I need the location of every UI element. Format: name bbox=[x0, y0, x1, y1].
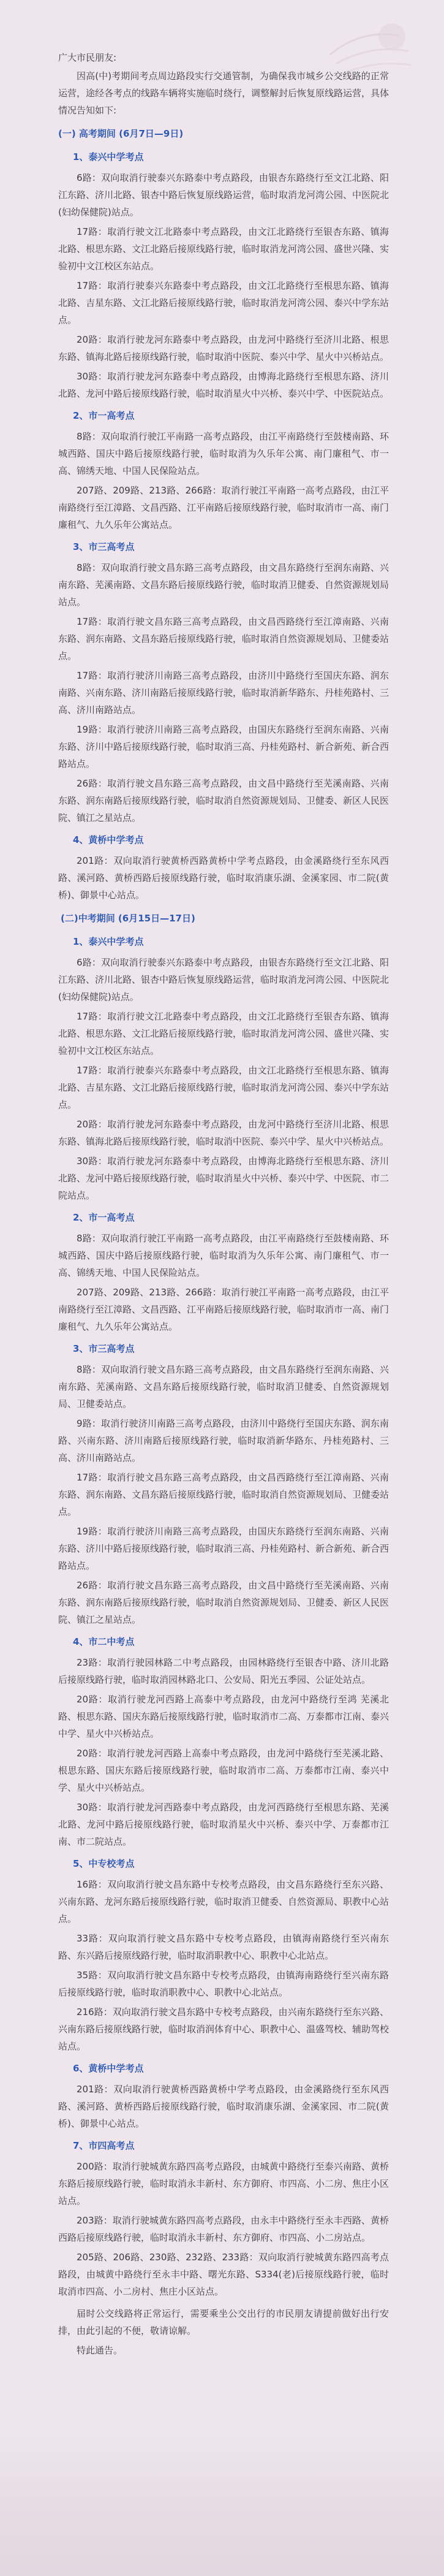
route-adjustment-item: 8路：双向取消行驶江平南路一高考点路段，由江平南路绕行至鼓楼南路、环城西路、国庆中路后接原线路行驶，临时取消为久乐年公寓、南门廉租气、市一高、锦绣天地、中国人民保险站点。 bbox=[58, 431, 389, 476]
exam-site-heading: 5、中专校考点 bbox=[73, 1858, 135, 1869]
route-adjustment-item: 19路：取消行驶济川南路三高考点路段，由国庆东路绕行至润东南路、兴南东路、济川中路后接原线路行驶，临时取消三高、丹桂苑路村、新合新苑、新合西路站点。 bbox=[58, 1526, 389, 1571]
exam-site-heading: 3、市三高考点 bbox=[73, 541, 135, 552]
route-adjustment-item: 30路：取消行驶龙河西路泰中考点路段，由龙河西路绕行至根思东路、芜溪北路、龙河中路后接原线路行驶，临时取消星火中兴桥、泰兴中学、万泰都市江南、市二院站点。 bbox=[58, 1802, 389, 1847]
route-adjustment-item: 207路、209路、213路、266路：取消行驶江平南路一高考点路段，由江平南路绕行至江漳路、文昌西路、江平南路后接原线路行驶，临时取消市一高、南门廉租气、九久乐年公寓站点。 bbox=[58, 1287, 389, 1332]
route-adjustment-item: 19路：取消行驶济川南路三高考点路段，由国庆东路绕行至润东南路、兴南东路、济川中路后接原线路行驶，临时取消三高、丹桂苑路村、新合新苑、新合西路站点。 bbox=[58, 724, 389, 769]
exam-site-heading: 1、泰兴中学考点 bbox=[73, 151, 144, 162]
route-adjustment-item: 200路：取消行驶城黄东路四高考点路段，由城黄中路绕行至泰兴南路、黄桥东路后接原线路行驶，临时取消永丰新村、东方御府、市四高、小二房、焦庄小区站点。 bbox=[58, 2161, 389, 2206]
signoff: 特此通告。 bbox=[77, 2345, 123, 2356]
route-adjustment-item: 17路：取消行驶文昌东路三高考点路段，由文昌西路绕行至江漳南路、兴南东路、润东南路、文昌东路后接原线路行驶，临时取消自然资源规划局、卫健委站点。 bbox=[58, 1472, 389, 1517]
intro-paragraph: 因高(中)考期间考点周边路段实行交通管制，为确保我市城乡公交线路的正常运营，途经各考点的线路车辆将实施临时绕行，调整解封后恢复原线路运营，具体情况告知如下: bbox=[58, 70, 389, 116]
route-adjustment-item: 17路：取消行驶文昌东路三高考点路段，由文昌西路绕行至江漳南路、兴南东路、润东南路、文昌东路后接原线路行驶，临时取消自然资源规划局、卫健委站点。 bbox=[58, 616, 389, 661]
route-adjustment-item: 30路：取消行驶龙河东路泰中考点路段，由博海北路绕行至根思东路、济川北路、龙河中路后接原线路行驶，临时取消星火中兴桥、泰兴中学、中医院站点。 bbox=[58, 371, 389, 399]
exam-site-heading: 2、市一高考点 bbox=[73, 410, 135, 421]
exam-site-heading: 7、市四高考点 bbox=[73, 2140, 135, 2151]
notice-content bbox=[58, 49, 389, 2361]
route-adjustment-item: 205路、206路、230路、232路、233路：双向取消行驶城黄东路四高考点路段，由城黄中路绕行至永丰中路、曙光东路、S334(老)后接原线路行驶，临时取消市四高、小二房村、焦庄小区站点。 bbox=[58, 2252, 389, 2297]
route-adjustment-item: 30路：取消行驶龙河东路泰中考点路段，由博海北路绕行至根思东路、济川北路、龙河中路后接原线路行驶，临时取消星火中兴桥、泰兴中学、中医院、市二院站点。 bbox=[58, 1156, 389, 1201]
route-adjustment-item: 201路：双向取消行驶黄桥西路黄桥中学考点路段，由金溪路绕行至东风西路、溪河路、黄桥西路后接原线路行驶，临时取消康乐湖、金溪家园、市二院(黄桥)、御景中心站点。 bbox=[58, 855, 389, 901]
exam-site-heading: 4、黄桥中学考点 bbox=[73, 834, 144, 845]
route-adjustment-item: 216路：双向取消行驶文昌东路中专校考点路段，由兴南东路绕行至东兴路、兴南东路后接原线路行驶，临时取消润体育中心、职教中心、温盛驾校、辅助驾校站点。 bbox=[58, 2006, 389, 2052]
route-adjustment-item: 16路：双向取消行驶文昌东路中专校考点路段，由文昌东路绕行至东兴路、兴南东路、龙河东路后接原线路行驶，临时取消卫健委、自然资源局、职教中心站点。 bbox=[58, 1879, 389, 1924]
route-adjustment-item: 26路：取消行驶文昌东路三高考点路段，由文昌中路绕行至芜溪南路、兴南东路、润东南路后接原线路行驶，临时取消自然资源规划局、卫健委、新区人民医院、镇江之星站点。 bbox=[58, 778, 389, 823]
route-adjustment-item: 20路：取消行驶龙河东路泰中考点路段，由龙河中路绕行至济川北路、根思东路、镇海北路后接原线路行驶，临时取消中医院、泰兴中学、星火中兴桥站点。 bbox=[58, 334, 389, 362]
route-adjustment-item: 20路：取消行驶龙河东路泰中考点路段，由龙河中路绕行至济川北路、根思东路、镇海北路后接原线路行驶，临时取消中医院、泰兴中学、星火中兴桥站点。 bbox=[58, 1119, 389, 1147]
route-adjustment-item: 17路：取消行驶文江北路泰中考点路段，由文江北路绕行至银杏东路、镇海北路、根思东路、文江北路后接原线路行驶，临时取消龙河湾公园、盛世兴隆、实验初中文江校区东站点。 bbox=[58, 226, 389, 272]
exam-site-heading: 1、泰兴中学考点 bbox=[73, 936, 144, 947]
section-gaokao bbox=[58, 148, 389, 904]
route-adjustment-item: 8路：双向取消行驶文昌东路三高考点路段，由文昌东路绕行至润东南路、兴南东路、芜溪南路、文昌东路后接原线路行驶，临时取消卫健委、自然资源规划局站点。 bbox=[58, 562, 389, 608]
route-adjustment-item: 207路、209路、213路、266路：取消行驶江平南路一高考点路段，由江平南路绕行至江漳路、文昌西路、江平南路后接原线路行驶，临时取消市一高、南门廉租气、九久乐年公寓站点。 bbox=[58, 485, 389, 530]
route-adjustment-item: 17路：取消行驶泰兴东路泰中考点路段，由文江北路绕行至根思东路、镇海北路、吉星东路、文江北路后接原线路行驶，临时取消龙河湾公园、泰兴中学东站点。 bbox=[58, 1065, 389, 1110]
route-adjustment-item: 8路：双向取消行驶文昌东路三高考点路段，由文昌东路绕行至润东南路、兴南东路、芜溪南路、文昌东路后接原线路行驶，临时取消卫健委、自然资源规划局、卫健委站点。 bbox=[58, 1364, 389, 1409]
closing-paragraph: 届时公交线路将正常运行，需要乘坐公交出行的市民朋友请提前做好出行安排，由此引起的不便，敬请谅解。 bbox=[58, 2308, 389, 2336]
route-adjustment-item: 26路：取消行驶文昌东路三高考点路段，由文昌中路绕行至芜溪南路、兴南东路、润东南路后接原线路行驶，临时取消自然资源规划局、卫健委、新区人民医院、镇江之星站点。 bbox=[58, 1580, 389, 1625]
route-adjustment-item: 17路：取消行驶济川南路三高考点路段，由济川中路绕行至国庆东路、润东南路、兴南东路、济川南路后接原线路行驶，临时取消新华路东、丹桂苑路村、三高、济川南路站点。 bbox=[58, 670, 389, 715]
route-adjustment-item: 6路：双向取消行驶泰兴东路泰中考点路段，由银杏东路绕行至文江北路、阳江东路、济川北路、银杏中路后恢复原线路运营，临时取消龙河湾公园、中医院北(妇幼保健院)站点。 bbox=[58, 957, 389, 1002]
section-heading-gaokao: (一) 高考期间 (6月7日—9日) bbox=[58, 128, 184, 139]
route-adjustment-item: 9路：取消行驶济川南路三高考点路段，由济川中路绕行至国庆东路、润东南路、兴南东路、济川南路后接原线路行驶，临时取消新华路东、丹桂苑路村、三高、济川南路站点。 bbox=[58, 1418, 389, 1463]
section-heading-zhongkao: (二)中考期间 (6月15日—17日) bbox=[61, 913, 195, 924]
bottom-decoration bbox=[0, 2435, 444, 2576]
route-adjustment-item: 203路：取消行驶城黄东路四高考点路段，由永丰中路绕行至永丰西路、黄桥西路后接原线路行驶，临时取消永丰新村、东方御府、市四高、小二房站点。 bbox=[58, 2215, 389, 2243]
route-adjustment-item: 8路：双向取消行驶江平南路一高考点路段，由江平南路绕行至鼓楼南路、环城西路、国庆中路后接原线路行驶，临时取消为久乐年公寓、南门廉租气、市一高、锦绣天地、中国人民保险站点。 bbox=[58, 1233, 389, 1278]
exam-site-heading: 4、市二中考点 bbox=[73, 1636, 135, 1647]
greeting: 广大市民朋友: bbox=[58, 52, 117, 63]
exam-site-heading: 2、市一高考点 bbox=[73, 1212, 135, 1223]
route-adjustment-item: 35路：双向取消行驶文昌东路中专校考点路段，由镇海南路绕行至兴南东路后接原线路行驶，临时取消职教中心、职教中心北站点。 bbox=[58, 1970, 389, 1998]
exam-site-heading: 3、市三高考点 bbox=[73, 1343, 135, 1354]
route-adjustment-item: 201路：双向取消行驶黄桥西路黄桥中学考点路段，由金溪路绕行至东风西路、溪河路、黄桥西路后接原线路行驶，临时取消康乐湖、金溪家园、市二院(黄桥)、御景中心站点。 bbox=[58, 2084, 389, 2129]
exam-site-heading: 6、黄桥中学考点 bbox=[73, 2063, 144, 2074]
route-adjustment-item: 6路：双向取消行驶泰兴东路泰中考点路段，由银杏东路绕行至文江北路、阳江东路、济川北路、银杏中路后恢复原线路运营，临时取消龙河湾公园、中医院北(妇幼保健院)站点。 bbox=[58, 172, 389, 218]
route-adjustment-item: 20路：取消行驶龙河西路上高泰中考点路段，由龙河中路绕行至鸿 芜溪北路、根思东路、国庆东路后接原线路行驶，临时取消市二高、万泰都市江南、泰兴中学、星火中兴桥站点。 bbox=[58, 1694, 389, 1739]
route-adjustment-item: 33路：双向取消行驶文昌东路中专校考点路段，由镇海南路绕行至兴南东路、东兴路后接原线路行驶，临时取消职教中心、职教中心北站点。 bbox=[58, 1933, 389, 1961]
route-adjustment-item: 17路：取消行驶泰兴东路泰中考点路段，由文江北路绕行至根思东路、镇海北路、吉星东路、文江北路后接原线路行驶，临时取消龙河湾公园、泰兴中学东站点。 bbox=[58, 280, 389, 326]
route-adjustment-item: 20路：取消行驶龙河西路上高泰中考点路段，由龙河中路绕行至芜溪北路、根思东路、国庆东路后接原线路行驶，临时取消市二高、万泰都市江南、泰兴中学、星火中兴桥站点。 bbox=[58, 1748, 389, 1793]
route-adjustment-item: 17路：取消行驶文江北路泰中考点路段，由文江北路绕行至银杏东路、镇海北路、根思东路、文江北路后接原线路行驶，临时取消龙河湾公园、盛世兴隆、实验初中文江校区东站点。 bbox=[58, 1011, 389, 1056]
route-adjustment-item: 23路：取消行驶园林路二中考点路段，由园林路绕行至银杏中路、济川北路后接原线路行驶，临时取消园林路北口、公安局、阳光五季园、公证处站点。 bbox=[58, 1657, 389, 1685]
section-zhongkao bbox=[58, 933, 389, 2300]
